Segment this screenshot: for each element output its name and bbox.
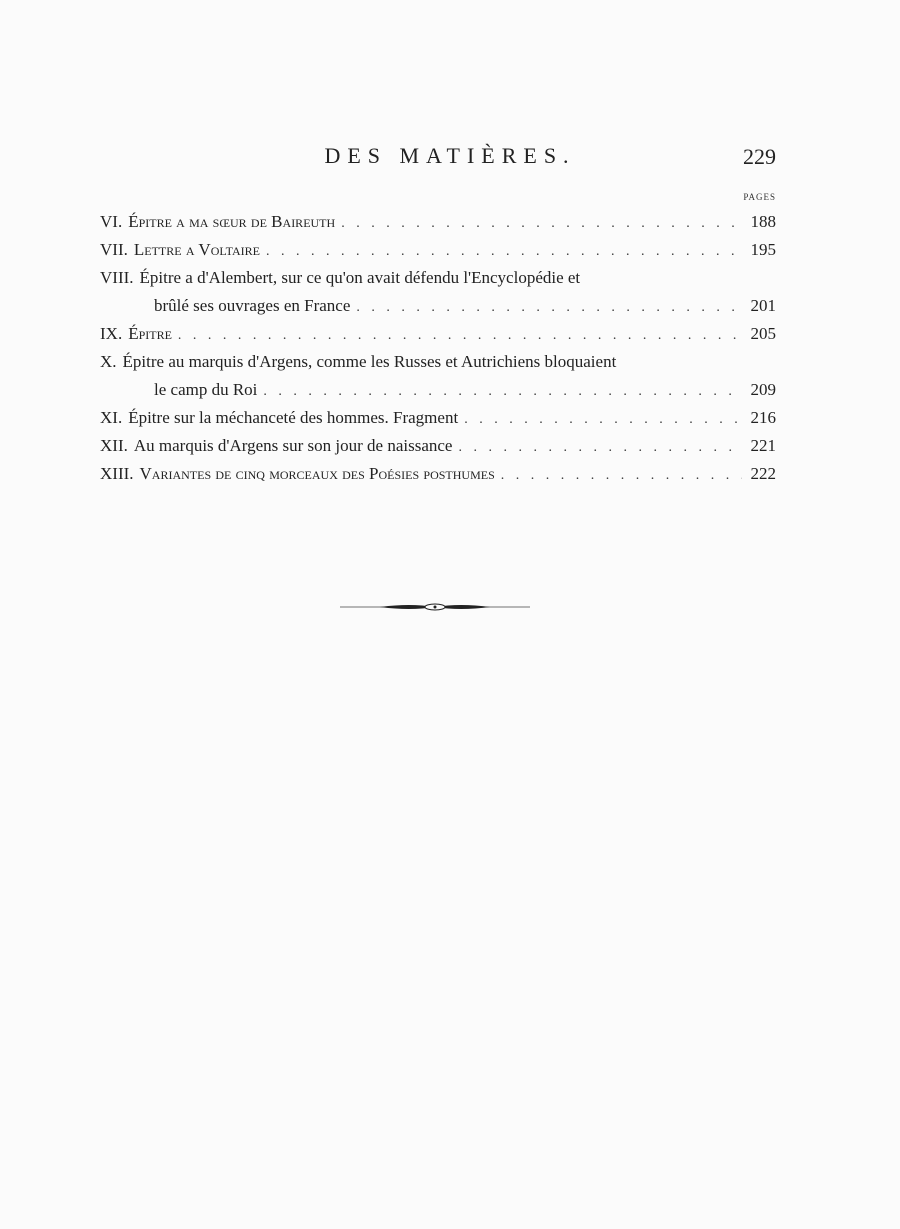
decorative-rule-icon	[340, 597, 530, 617]
dot-leader	[356, 294, 742, 322]
dot-leader	[178, 322, 742, 350]
toc-entry-xi	[100, 404, 776, 432]
entry-title: Épitre au marquis d'Argens, comme les Russes et Autrichiens bloquaient	[122, 352, 617, 371]
entry-title: Épitre sur la méchanceté des hommes. Fragment	[128, 408, 459, 427]
table-of-contents	[100, 208, 776, 488]
entry-page: 205	[750, 324, 776, 343]
entry-page: 201	[750, 296, 776, 315]
entry-number: VII.	[100, 240, 128, 259]
dot-leader	[458, 434, 742, 462]
toc-entry-ix	[100, 320, 776, 348]
entry-number: XI.	[100, 408, 123, 427]
toc-entry-xiii	[100, 460, 776, 488]
entry-title: Lettre a Voltaire	[133, 240, 260, 259]
entry-page: 209	[750, 380, 776, 399]
toc-entry-vii	[100, 236, 776, 264]
toc-entry-vi	[100, 208, 776, 236]
entry-number: VI.	[100, 212, 123, 231]
toc-entry-x	[100, 348, 776, 404]
running-header-title: DES MATIÈRES.	[324, 143, 576, 168]
entry-title: Épitre a d'Alembert, sur ce qu'on avait défendu l'Encyclopédie et	[139, 268, 581, 287]
pages-column-label: PAGES	[743, 192, 776, 202]
entry-number: IX.	[100, 324, 123, 343]
toc-entry-xii	[100, 432, 776, 460]
dot-leader	[464, 406, 742, 434]
entry-number: VIII.	[100, 268, 134, 287]
entry-title: Épitre	[128, 324, 172, 343]
dot-leader	[341, 210, 742, 238]
entry-page: 221	[750, 436, 776, 455]
entry-title-continued: brûlé ses ouvrages en France	[154, 296, 351, 315]
page-number: 229	[743, 144, 776, 169]
entry-page: 188	[750, 212, 776, 231]
entry-title-continued: le camp du Roi	[154, 380, 258, 399]
entry-page: 195	[750, 240, 776, 259]
entry-number: XIII.	[100, 464, 134, 483]
entry-title: Variantes de cinq morceaux des Poésies posthumes	[139, 464, 495, 483]
entry-page: 222	[750, 464, 776, 483]
entry-title: Au marquis d'Argens sur son jour de naissance	[133, 436, 453, 455]
entry-page: 216	[750, 408, 776, 427]
entry-number: X.	[100, 352, 117, 371]
dot-leader	[263, 378, 742, 406]
entry-title: Épitre a ma sœur de Baireuth	[128, 212, 336, 231]
dot-leader	[501, 462, 742, 490]
entry-number: XII.	[100, 436, 128, 455]
dot-leader	[266, 238, 742, 266]
toc-entry-viii	[100, 264, 776, 320]
